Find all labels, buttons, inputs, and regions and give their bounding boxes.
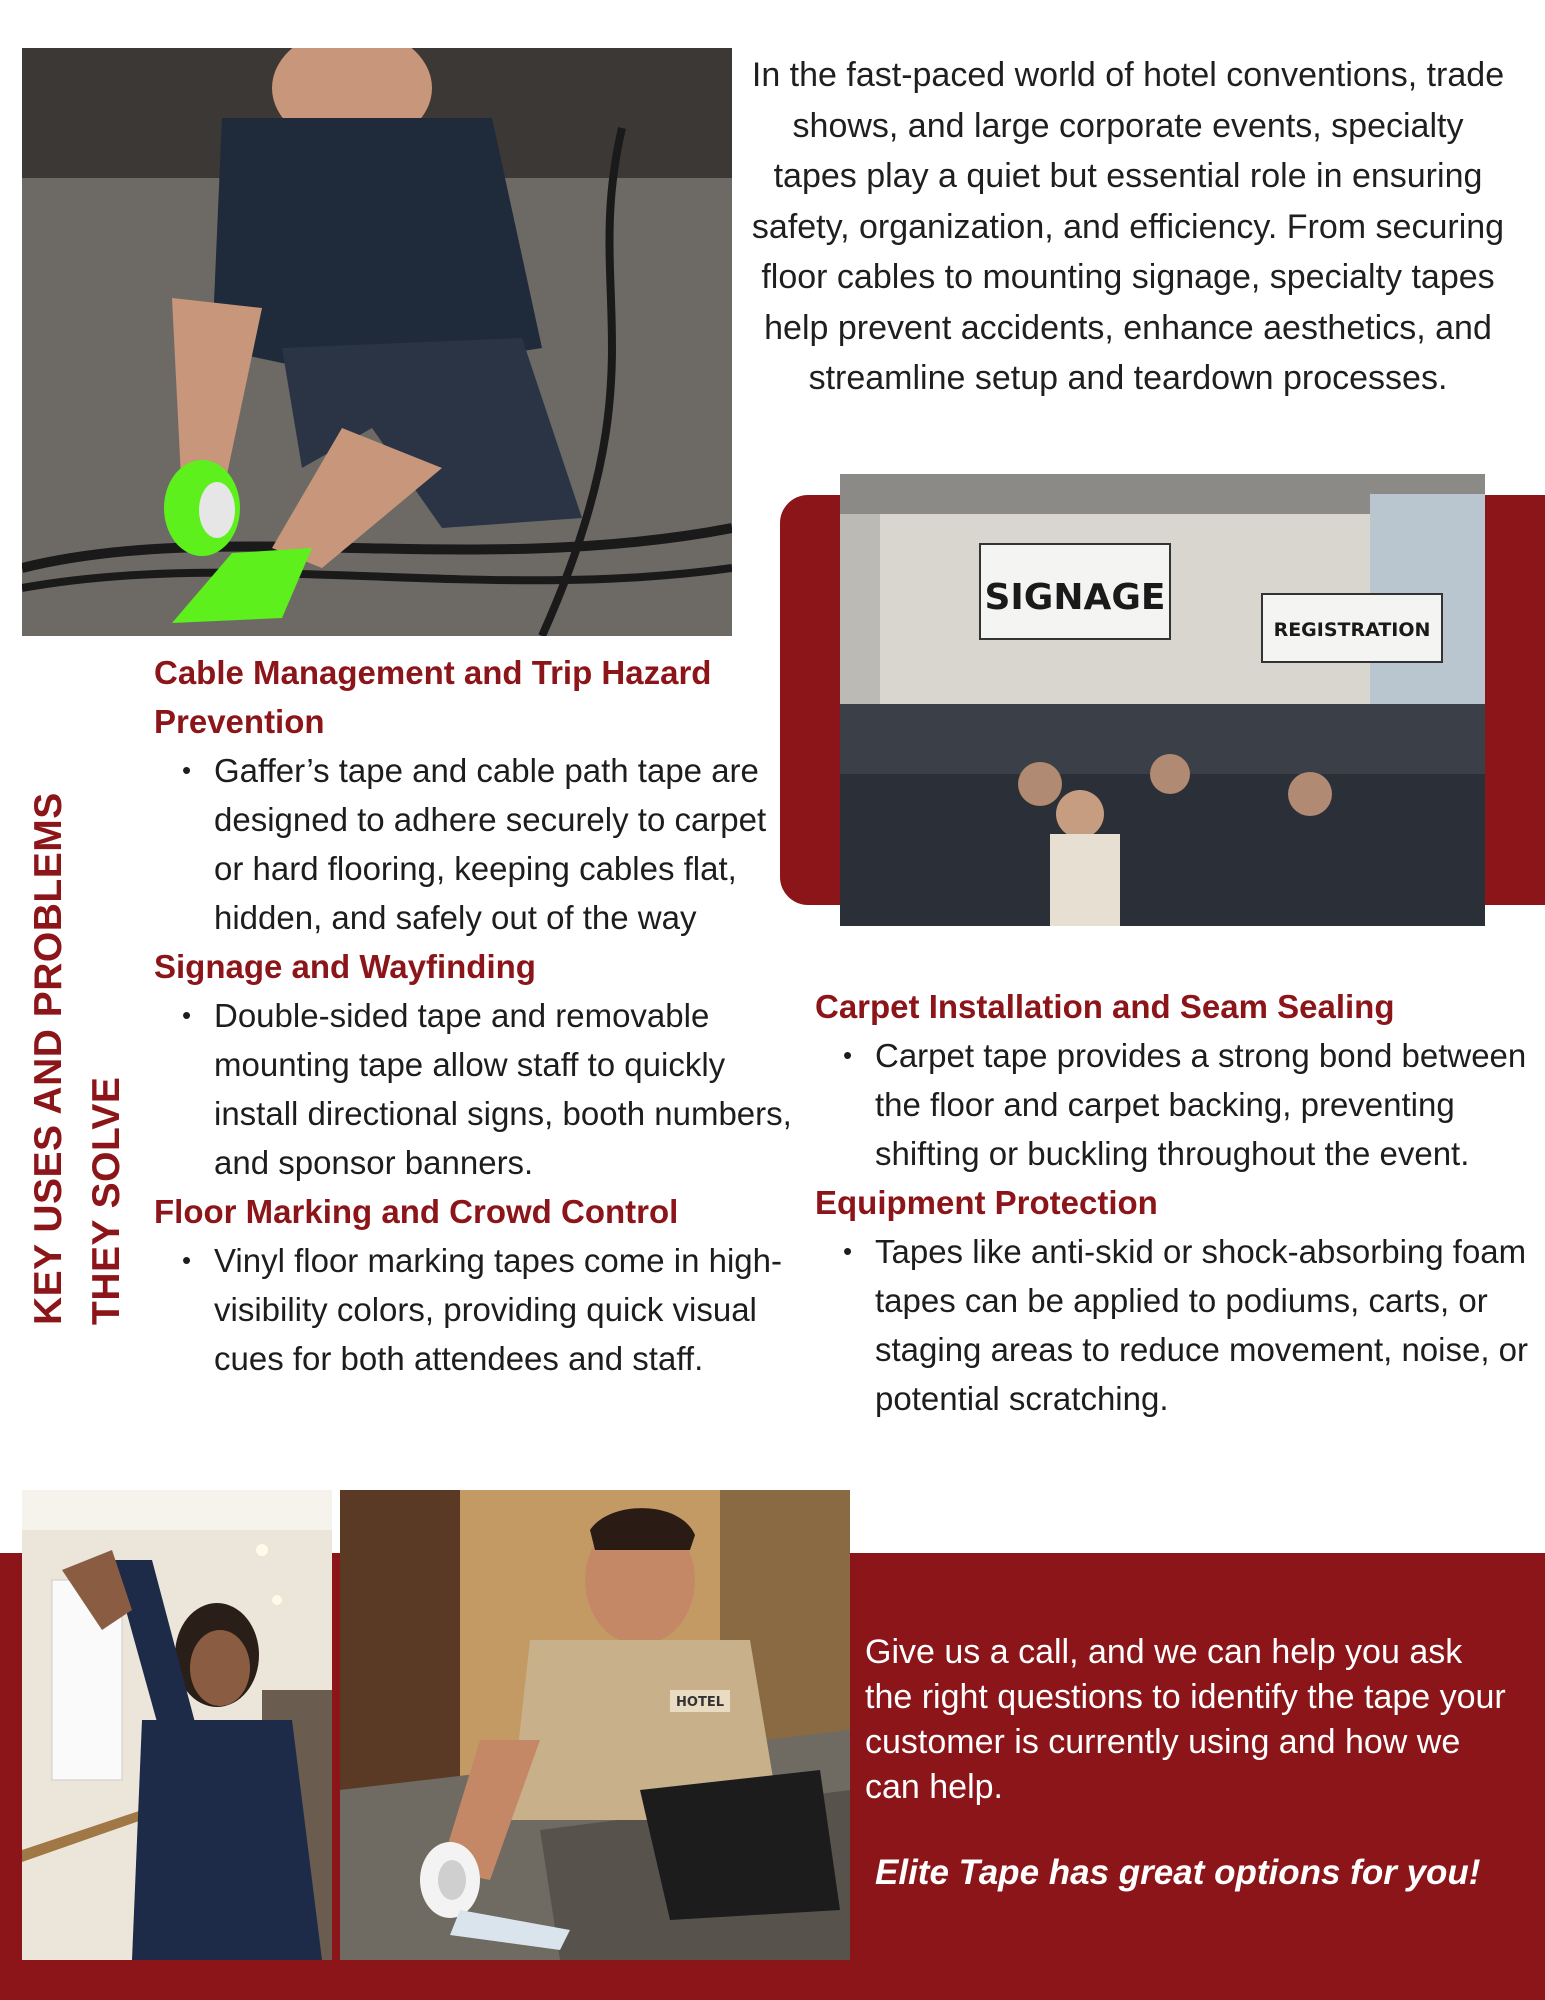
bullet-list	[154, 991, 794, 1187]
cta-tagline: Elite Tape has great options for you!	[875, 1853, 1481, 1892]
bullet-cable-management: • Gaffer’s tape and cable path tape are designed to adhere securely to carpet or hard flooring, keeping cables flat, hidden, and safely out of the way	[154, 746, 794, 942]
bullet-carpet: • Carpet tape provides a strong bond between the floor and carpet backing, preventing shifting or buckling throughout the event.	[815, 1031, 1530, 1178]
bullet-signage: • Double-sided tape and removable mounting tape allow staff to quickly install directional signs, booth numbers, and sponsor banners.	[154, 991, 794, 1187]
bullet-list	[154, 746, 794, 942]
right-column	[815, 982, 1530, 1423]
vertical-section-title: KEY USES AND PROBLEMS THEY SOLVE	[27, 792, 128, 1325]
left-column	[154, 648, 794, 1383]
signage-sign-text: SIGNAGE	[984, 577, 1166, 618]
bullet-floor-marking: • Vinyl floor marking tapes come in high-visibility colors, providing quick visual cues for both attendees and staff.	[154, 1236, 794, 1383]
bullet-list	[815, 1227, 1530, 1423]
bullet-list	[815, 1031, 1530, 1178]
section-title-cable-management: Cable Management and Trip Hazard Prevention	[154, 654, 712, 740]
photo-carpet-taping	[340, 1490, 850, 1960]
section-title-signage: Signage and Wayfinding	[154, 948, 536, 985]
registration-sign-text: REGISTRATION	[1273, 619, 1431, 641]
photo-wall-mounting	[22, 1490, 332, 1960]
photo-convention-hall	[840, 474, 1485, 926]
intro-paragraph: In the fast-paced world of hotel conventions, trade shows, and large corporate events, specialty tapes play a quiet but essential role in ensuring safety, organization, and efficiency. From securing floor cables to mounting signage, specialty tapes help prevent accidents, enhance aesthetics, and streamline setup and teardown processes.	[751, 56, 1505, 397]
cta-text: Give us a call, and we can help you ask the right questions to identify the tape your customer is currently using and how we can help.	[865, 1633, 1506, 1806]
section-title-floor-marking: Floor Marking and Crowd Control	[154, 1193, 679, 1230]
bullet-equipment: • Tapes like anti-skid or shock-absorbing foam tapes can be applied to podiums, carts, or staging areas to reduce movement, noise, or potential scratching.	[815, 1227, 1530, 1423]
photo-cable-taping	[22, 48, 732, 636]
bullet-list	[154, 1236, 794, 1383]
section-title-carpet: Carpet Installation and Seam Sealing	[815, 988, 1395, 1025]
section-title-equipment: Equipment Protection	[815, 1184, 1158, 1221]
hotel-patch-text: HOTEL	[676, 1695, 724, 1710]
